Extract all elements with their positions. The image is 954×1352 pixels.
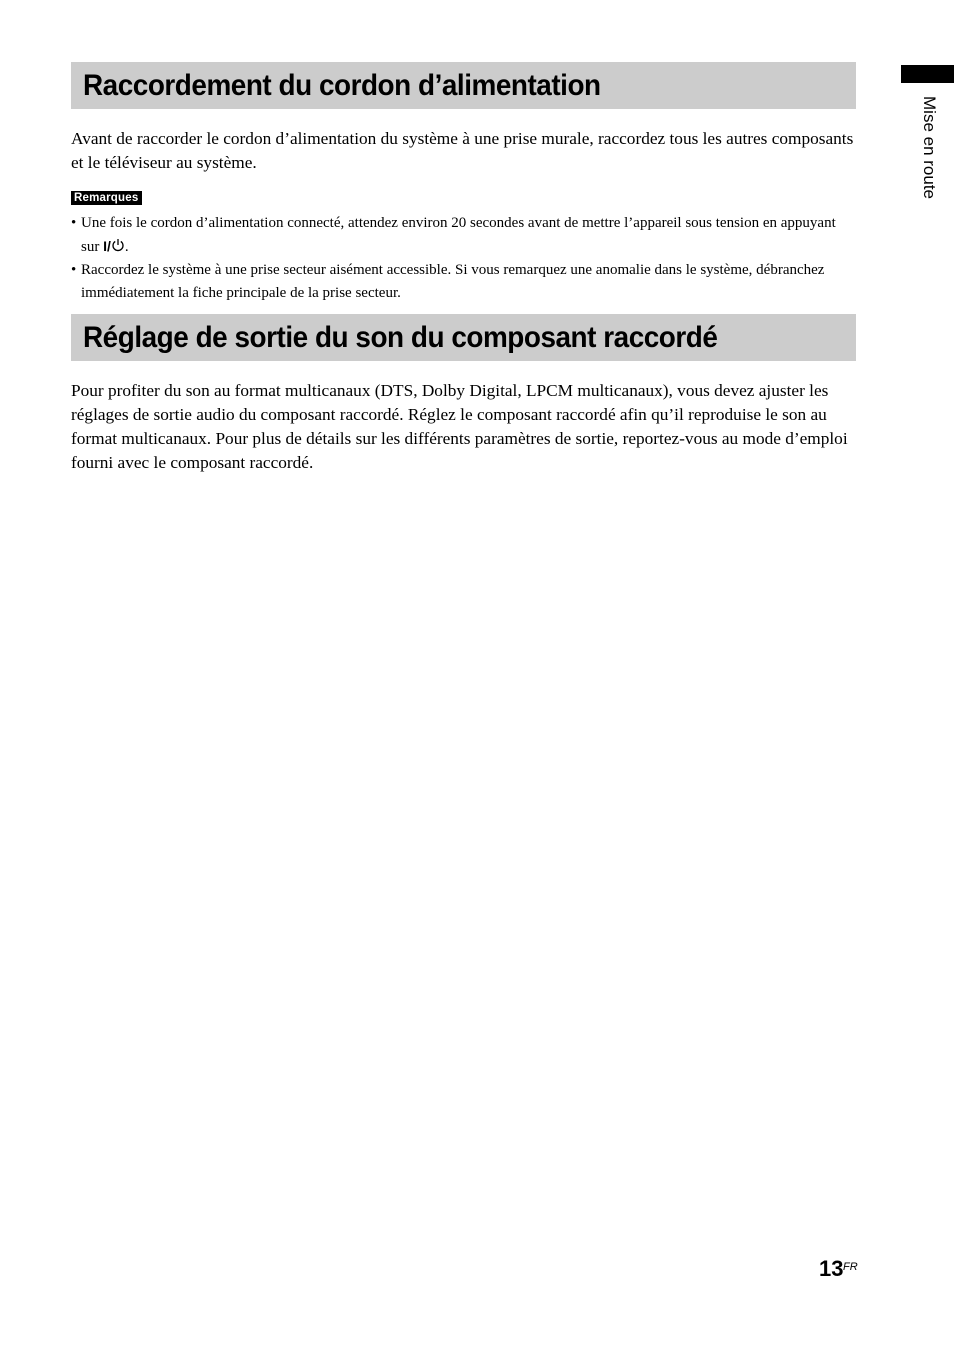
section-side-label [919,96,939,236]
section-side-label-text: Mise en route [920,96,939,199]
notes-list [71,212,856,305]
note-item [71,212,856,258]
section-title-power-cord: Raccordement du cordon d’alimentation [83,68,601,102]
bullet-marker: • [71,215,77,231]
section-heading-banner-power-cord [71,62,856,109]
power-cord-intro-paragraph: Avant de raccorder le cordon d’alimentation du système à une prise murale, raccordez tous les autres composants et le téléviseur au système. [71,129,854,172]
section-heading-banner-audio-output [71,314,856,361]
note-text-end: . [124,238,129,255]
power-button-symbol: I/ [103,237,111,254]
page-number: 13 [819,1256,844,1281]
audio-output-paragraph: Pour profiter du son au format multicanaux (DTS, Dolby Digital, LPCM multicanaux), vous devez ajuster les réglages de sortie audio du composant raccordé. Réglez le composant raccordé afin qu’il reproduise le son au format multicanaux. Pour plus de détails sur les différents paramètres de sortie, reportez-vous au mode d’emploi fourni avec le composant raccordé. [71,381,848,472]
note-text: Raccordez le système à une prise secteur aisément accessible. Si vous remarquez une anomalie dans le système, débranchez immédiatement la fiche principale de la prise secteur. [81,262,825,301]
power-standby-icon [111,237,125,251]
section-tab-marker [901,65,954,83]
page-language-code: FR [843,1261,858,1273]
note-item [71,259,856,304]
bullet-marker: • [71,262,77,278]
section-title-audio-output: Réglage de sortie du son du composant raccordé [83,320,718,354]
note-text: Une fois le cordon d’alimentation connecté, attendez environ 20 secondes avant de mettre l’appareil sous tension en appuyant sur [81,215,836,255]
notes-label-badge: Remarques [71,191,142,205]
